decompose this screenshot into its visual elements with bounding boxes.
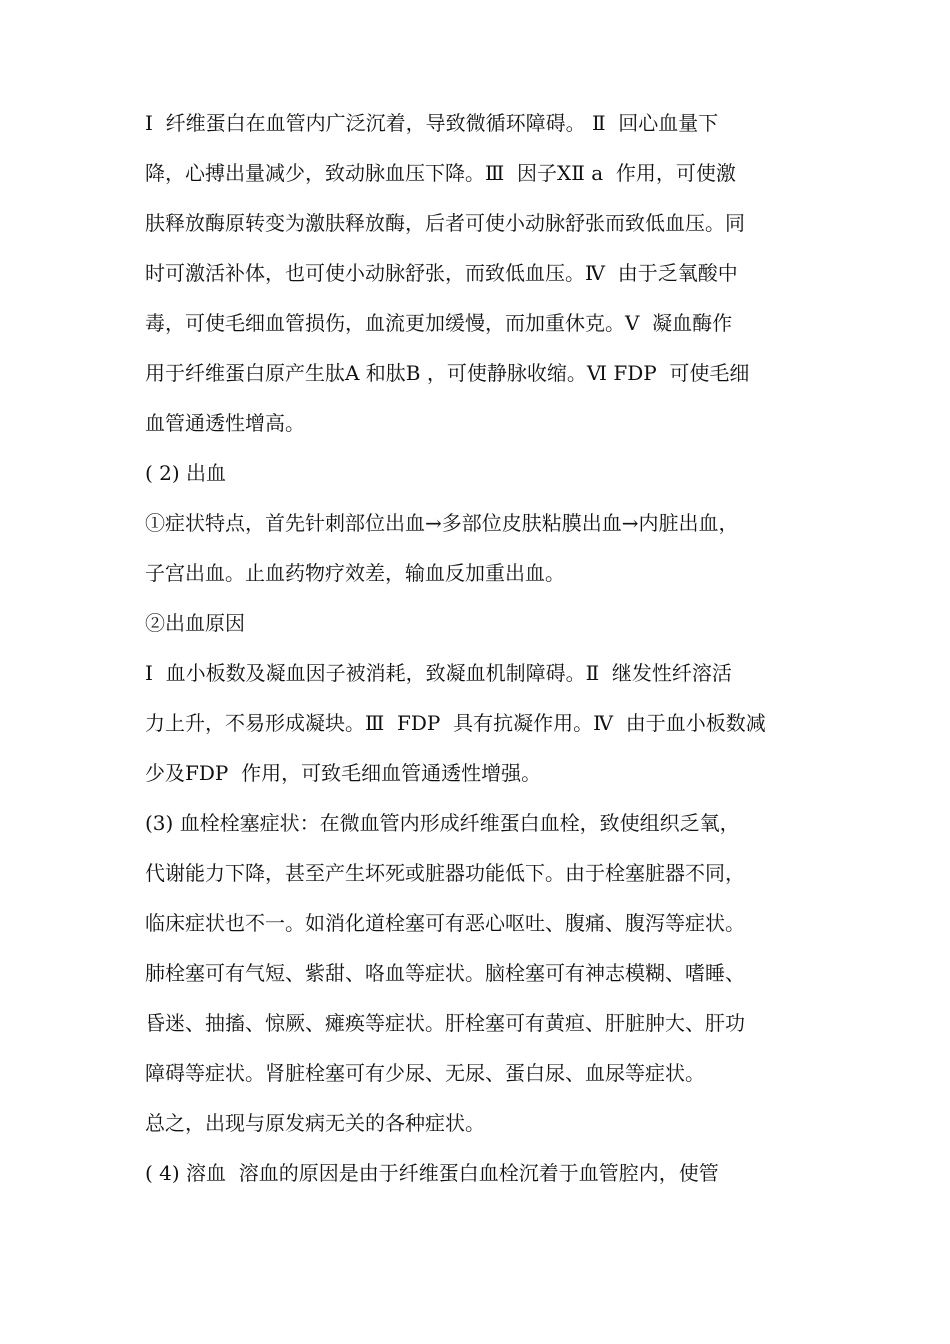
text-line: Ⅰ 血小板数及凝血因子被消耗，致凝血机制障碍。Ⅱ 继发性纤溶活 [145,661,732,685]
text-line: ( 4) 溶血 溶血的原因是由于纤维蛋白血栓沉着于血管腔内，使管 [145,1161,719,1185]
text-line: Ⅰ 纤维蛋白在血管内广泛沉着，导致微循环障碍。 Ⅱ 回心血量下 [145,111,719,135]
text-line: 力上升，不易形成凝块。Ⅲ FDP 具有抗凝作用。Ⅳ 由于血小板数减 [145,711,766,735]
document-body [145,98,845,1198]
text-line: 肤释放酶原转变为激肤释放酶，后者可使小动脉舒张而致低血压。同 [145,211,745,235]
text-line: 时可激活补体，也可使小动脉舒张，而致低血压。Ⅳ 由于乏氧酸中 [145,261,738,285]
text-line: 临床症状也不一。如消化道栓塞可有恶心呕吐、腹痛、腹泻等症状。 [145,911,745,935]
text-line: 昏迷、抽搐、惊厥、瘫痪等症状。肝栓塞可有黄疸、肝脏肿大、肝功 [145,1011,745,1035]
text-line: ①症状特点，首先针刺部位出血→多部位皮肤粘膜出血→内脏出血， [145,511,739,535]
text-line: 总之，出现与原发病无关的各种症状。 [145,1111,485,1135]
text-line: 障碍等症状。肾脏栓塞可有少尿、无尿、蛋白尿、血尿等症状。 [145,1061,705,1085]
text-line: 用于纤维蛋白原产生肽A 和肽B ，可使静脉收缩。Ⅵ FDP 可使毛细 [145,361,750,385]
text-line: 少及FDP 作用，可致毛细血管通透性增强。 [145,761,542,785]
section-heading-bleeding: ( 2) 出血 [145,461,227,485]
subheading-bleeding-causes: ②出血原因 [145,611,245,635]
text-line: 子宫出血。止血药物疗效差，输血反加重出血。 [145,561,565,585]
text-line: 毒，可使毛细血管损伤，血流更加缓慢，而加重休克。Ⅴ 凝血酶作 [145,311,733,335]
text-line: 降，心搏出量减少，致动脉血压下降。Ⅲ 因子ⅩⅡ a 作用，可使激 [145,161,736,185]
text-line: 代谢能力下降，甚至产生坏死或脏器功能低下。由于栓塞脏器不同， [145,861,745,885]
text-line: (3) 血栓栓塞症状：在微血管内形成纤维蛋白血栓，致使组织乏氧， [145,811,740,835]
text-line: 血管通透性增高。 [145,411,305,435]
text-line: 肺栓塞可有气短、紫甜、咯血等症状。脑栓塞可有神志模糊、嗜睡、 [145,961,745,985]
